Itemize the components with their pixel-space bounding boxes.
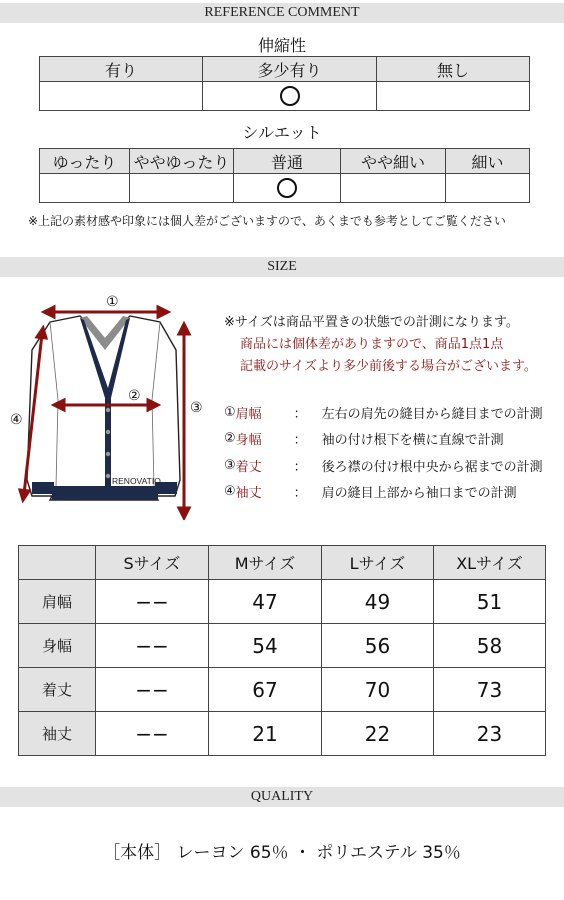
row-label: 肩幅 (19, 580, 96, 624)
definition-label: 着丈 (235, 459, 262, 475)
sleeve-arrow-head-top (37, 328, 46, 338)
stretch-selected-mark (280, 86, 300, 106)
silhouette-option: やや細い (341, 149, 446, 174)
silhouette-option: ゆったり (40, 149, 130, 174)
row-label: 着丈 (19, 668, 96, 712)
marker-chest: ② (128, 388, 141, 404)
row-label: 身幅 (19, 624, 96, 668)
length-arrow-head-bottom (179, 508, 189, 518)
size-cell: 23 (434, 712, 546, 756)
definition-desc: 左右の肩先の縫目から縫目までの計測 (321, 406, 543, 422)
silhouette-option: 普通 (234, 149, 341, 174)
definition-row (224, 426, 543, 453)
size-column-header: Sサイズ (96, 546, 209, 580)
definition-row (224, 479, 543, 506)
definition-num: ② (224, 431, 236, 447)
size-cell: 51 (434, 580, 546, 624)
size-cell: 49 (322, 580, 434, 624)
definition-desc: 後ろ襟の付け根中央から裾までの計測 (321, 459, 543, 475)
measurement-definitions (224, 399, 543, 505)
silhouette-option: ややゆったり (130, 149, 234, 174)
size-note-line: 記載のサイズより多少前後する場合がございます。 (240, 359, 537, 374)
silhouette-table (39, 148, 530, 203)
definition-label: 袖丈 (235, 486, 262, 502)
size-table (18, 545, 546, 756)
size-cell: 70 (322, 668, 434, 712)
table-row (19, 668, 546, 712)
silhouette-mark-cell (234, 174, 341, 203)
stretch-option: 無し (377, 57, 530, 82)
size-cell: 67 (209, 668, 322, 712)
size-header: SIZE (0, 257, 564, 277)
marker-shoulder: ① (106, 294, 119, 310)
definition-colon: ： (293, 459, 307, 475)
size-cell: 58 (434, 624, 546, 668)
reference-note: ※上記の素材感や印象には個人差がございますので、あくまでも参考としてご覧ください (28, 214, 506, 228)
size-cell: 73 (434, 668, 546, 712)
quality-text: ［本体］ レーヨン 65％ ・ ポリエステル 35％ (103, 843, 461, 863)
definition-num: ③ (224, 457, 236, 473)
definition-colon: ： (293, 406, 307, 422)
silhouette-title: シルエット (242, 123, 322, 142)
size-note-line: ※サイズは商品平置きの状態での計測になります。 (224, 315, 519, 330)
row-label: 袖丈 (19, 712, 96, 756)
cardigan-diagram (10, 290, 220, 520)
shoulder-arrow-head-right (158, 307, 168, 317)
stretch-option: 有り (40, 57, 203, 82)
size-note-line: 商品には個体差がありますので、商品1点1点 (240, 337, 504, 352)
sleeve-arrow-head-bottom (20, 490, 29, 500)
size-cell: 54 (209, 624, 322, 668)
silhouette-option: 細い (446, 149, 530, 174)
definition-colon: ： (293, 486, 307, 502)
size-notes (224, 312, 537, 378)
button (106, 452, 110, 456)
stretch-title: 伸縮性 (257, 36, 306, 55)
silhouette-mark-cell (446, 174, 530, 203)
silhouette-selected-mark (277, 178, 297, 198)
size-cell: −− (96, 624, 209, 668)
definition-row (224, 399, 543, 426)
hem-band (52, 486, 158, 500)
stretch-mark-cell (377, 82, 530, 111)
size-column-header: XLサイズ (434, 546, 546, 580)
definition-colon: ： (293, 433, 307, 449)
table-row (19, 624, 546, 668)
size-cell: 56 (322, 624, 434, 668)
table-row (19, 580, 546, 624)
definition-label: 身幅 (235, 433, 262, 449)
size-column-header: Mサイズ (209, 546, 322, 580)
stretch-table (39, 56, 530, 111)
button (106, 430, 110, 434)
silhouette-mark-cell (341, 174, 446, 203)
definition-desc: 肩の縫目上部から袖口までの計測 (321, 486, 517, 502)
silhouette-mark-cell (130, 174, 234, 203)
size-cell: −− (96, 668, 209, 712)
quality-header: QUALITY (0, 787, 564, 807)
marker-sleeve: ④ (10, 412, 23, 428)
size-cell: 22 (322, 712, 434, 756)
length-arrow-head-top (179, 324, 189, 334)
brand-label: RENOVATIO (112, 476, 161, 486)
stretch-mark-cell (40, 82, 203, 111)
stretch-option: 多少有り (203, 57, 377, 82)
size-cell: 21 (209, 712, 322, 756)
size-column-header: Lサイズ (322, 546, 434, 580)
table-row (19, 712, 546, 756)
definition-desc: 袖の付け根下を横に直線で計測 (321, 433, 504, 449)
left-cuff (32, 482, 54, 494)
definition-num: ④ (224, 484, 236, 500)
button (106, 474, 110, 478)
size-cell: 47 (209, 580, 322, 624)
size-cell: −− (96, 580, 209, 624)
definition-num: ① (224, 404, 236, 420)
size-cell: −− (96, 712, 209, 756)
reference-comment-header: REFERENCE COMMENT (0, 3, 564, 23)
definition-label: 肩幅 (235, 406, 262, 422)
definition-row (224, 452, 543, 479)
marker-length: ③ (190, 400, 203, 416)
button (106, 408, 110, 412)
size-column-header (19, 546, 96, 580)
stretch-mark-cell (203, 82, 377, 111)
shoulder-arrow-head-left (44, 307, 54, 317)
silhouette-mark-cell (40, 174, 130, 203)
